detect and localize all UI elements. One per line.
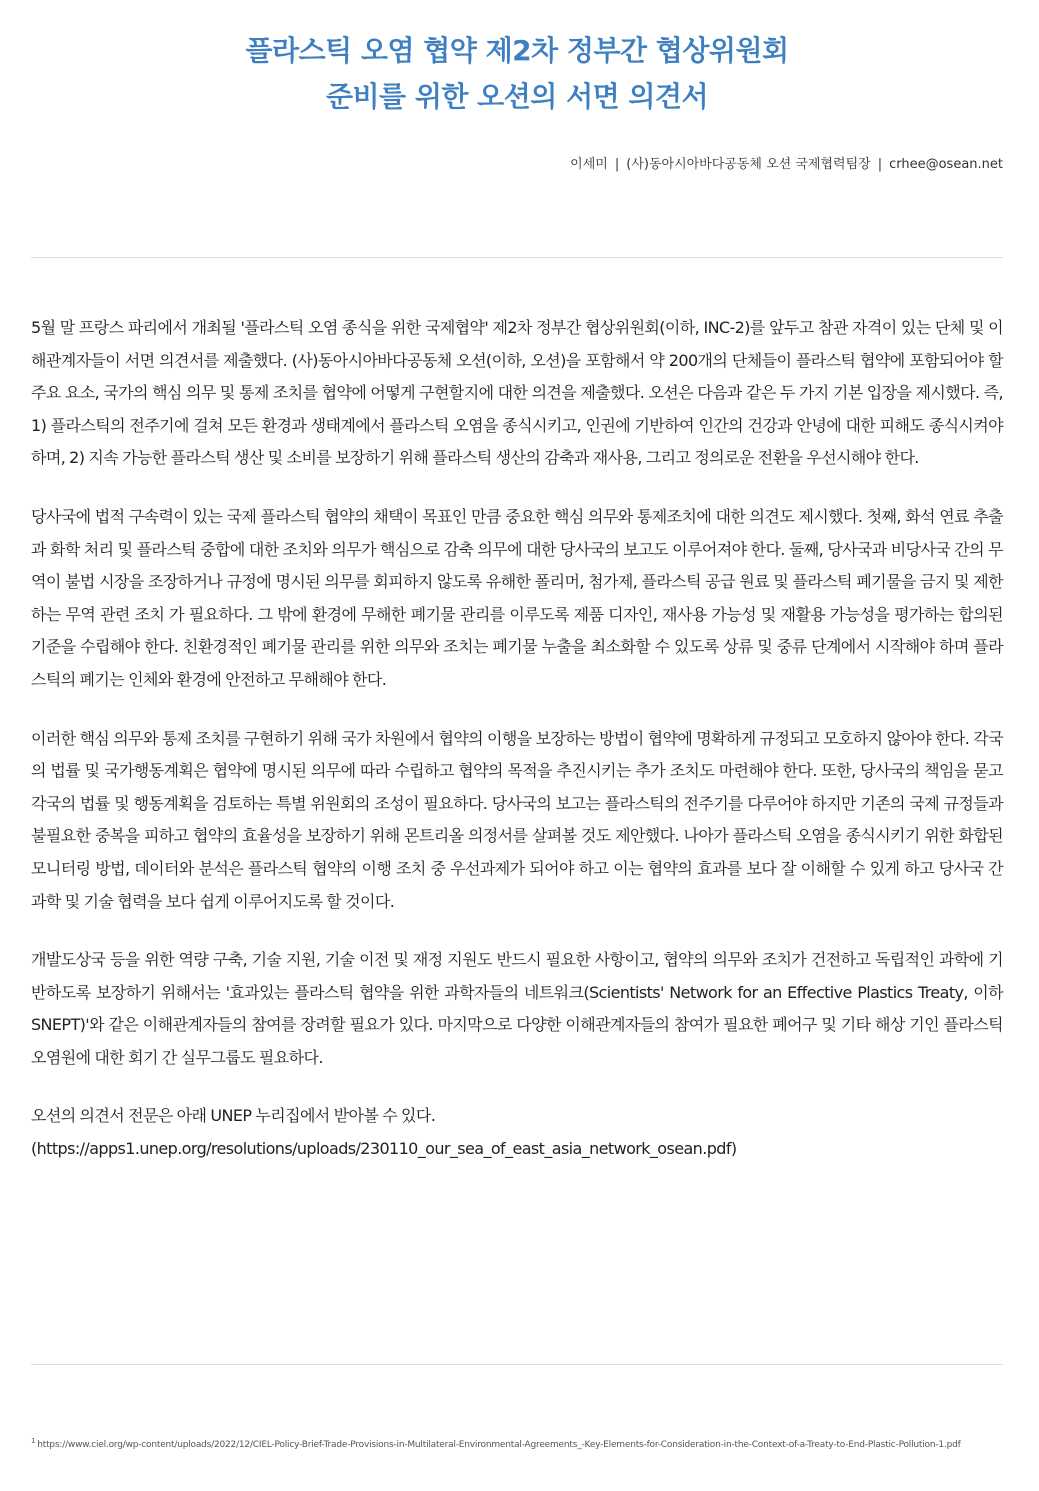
paragraph-2: 당사국에 법적 구속력이 있는 국제 플라스틱 협약의 채택이 목표인 만큼 중요한 핵심 의무와 통제조치에 대한 의견도 제시했다. 첫째, 화석 연료 추출과 화학 처리 및 플라스틱 중합에 대한 조치와 의무가 핵심으로 감축 의무에 대한 당사국의 보고도 이루어져야 한다. 둘째, 당사국과 비당사국 간의 무역이 불법 시장을 조장하거나 규정에 명시된 의무를 회피하지 않도록 유해한 폴리머, 첨가제, 플라스틱 공급 원료 및 플라스틱 폐기물을 금지 및 제한하는 무역 관련 조치 가 필요하다. 그 밖에 환경에 무해한 폐기물 관리를 이루도록 제품 디자인, 재사용 가능성 및 재활용 가능성을 평가하는 합의된 기준을 수립해야 한다. 친환경적인 폐기물 관리를 위한 의무와 조치는 폐기물 누출을 최소화할 수 있도록 상류 및 중류 단계에서 시작해야 하며 플라스틱의 폐기는 인체와 환경에 안전하고 무해해야 한다. xyxy=(31,506,1003,689)
document-page xyxy=(31,0,1003,1491)
footnote xyxy=(31,1426,1003,1460)
author-affiliation: (사)동아시아바다공동체 오션 국제협력팀장 xyxy=(626,157,871,172)
author-name: 이세미 xyxy=(570,157,608,172)
footnote-divider xyxy=(31,1364,1003,1365)
byline-separator: | xyxy=(877,157,883,172)
closing-paragraph xyxy=(31,1100,1003,1165)
paragraph-3: 이러한 핵심 의무와 통제 조치를 구현하기 위해 국가 차원에서 협약의 이행을 보장하는 방법이 협약에 명확하게 규정되고 모호하지 않아야 한다. 각국의 법률 및 국가행동계획은 협약에 명시된 의무에 따라 수립하고 협약의 목적을 추진시키는 추가 조치도 마련해야 한다. 또한, 당사국의 책임을 묻고 각국의 법률 및 행동계획을 검토하는 특별 위원회의 조성이 필요하다. 당사국의 보고는 플라스틱의 전주기를 다루어야 하지만 기존의 국제 규정들과 불필요한 중복을 피하고 협약의 효율성을 보장하기 위해 몬트리올 의정서를 살펴볼 것도 제안했다. 나아가 플라스틱 오염을 종식시키기 위한 화합된 모니터링 방법, 데이터와 분석은 플라스틱 협약의 이행 조치 중 우선과제가 되어야 하고 이는 협약의 효과를 보다 잘 이해할 수 있게 하고 당사국 간 과학 및 기술 협력을 보다 쉽게 이루어지도록 할 것이다. xyxy=(31,728,1003,911)
document-title xyxy=(31,28,1003,120)
paragraph-4: 개발도상국 등을 위한 역량 구축, 기술 지원, 기술 이전 및 재정 지원도 반드시 필요한 사항이고, 협약의 의무와 조치가 건전하고 독립적인 과학에 기반하도록 보장하기 위해서는 '효과있는 플라스틱 협약을 위한 과학자들의 네트워크(Scientists' Network for an Effective Plastics Treaty, 이하 SNEPT)'와 같은 이해관계자들의 참여를 장려할 필요가 있다. 마지막으로 다양한 이해관계자들의 참여가 필요한 폐어구 및 기타 해상 기인 플라스틱 오염원에 대한 회기 간 실무그룹도 필요하다. xyxy=(31,950,1003,1067)
closing-text: 오션의 의견서 전문은 아래 UNEP 누리집에서 받아볼 수 있다. xyxy=(31,1106,436,1126)
article-body xyxy=(31,312,1003,1192)
title-line-1: 플라스틱 오염 협약 제2차 정부간 협상위원회 xyxy=(245,34,789,67)
title-line-2: 준비를 위한 오션의 서면 의견서 xyxy=(325,80,709,113)
source-link[interactable]: (https://apps1.unep.org/resolutions/uploads/230110_our_sea_of_east_asia_network_osean.pdf) xyxy=(31,1139,737,1159)
byline xyxy=(570,153,1003,172)
paragraph-1: 5월 말 프랑스 파리에서 개최될 '플라스틱 오염 종식을 위한 국제협약' 제2차 정부간 협상위원회(이하, INC-2)를 앞두고 참관 자격이 있는 단체 및 이해관계자들이 서면 의견서를 제출했다. (사)동아시아바다공동체 오션(이하, 오션)을 포함해서 약 200개의 단체들이 플라스틱 협약에 포함되어야 할 주요 요소, 국가의 핵심 의무 및 통제 조치를 협약에 어떻게 구현할지에 대한 의견을 제출했다. 오션은 다음과 같은 두 가지 기본 입장을 제시했다. 즉, 1) 플라스틱의 전주기에 걸쳐 모든 환경과 생태계에서 플라스틱 오염을 종식시키고, 인권에 기반하여 인간의 건강과 안녕에 대한 피해도 종식시켜야 하며, 2) 지속 가능한 플라스틱 생산 및 소비를 보장하기 위해 플라스틱 생산의 감축과 재사용, 그리고 정의로운 전환을 우선시해야 한다. xyxy=(31,318,1003,468)
byline-separator: | xyxy=(614,157,620,172)
author-email[interactable]: crhee@osean.net xyxy=(889,157,1003,172)
footnote-link[interactable]: https://www.ciel.org/wp-content/uploads/2022/12/CIEL-Policy-Brief-Trade-Provisions-in-Multilateral-Environmental-Agreements_-Key-Elements-for-Consideration-in-the-Context-of-a-Treaty-to-End-Plastic-Pollution-1.pdf xyxy=(37,1440,961,1450)
footnote-number: 1 xyxy=(31,1437,36,1445)
header-divider xyxy=(31,257,1003,258)
